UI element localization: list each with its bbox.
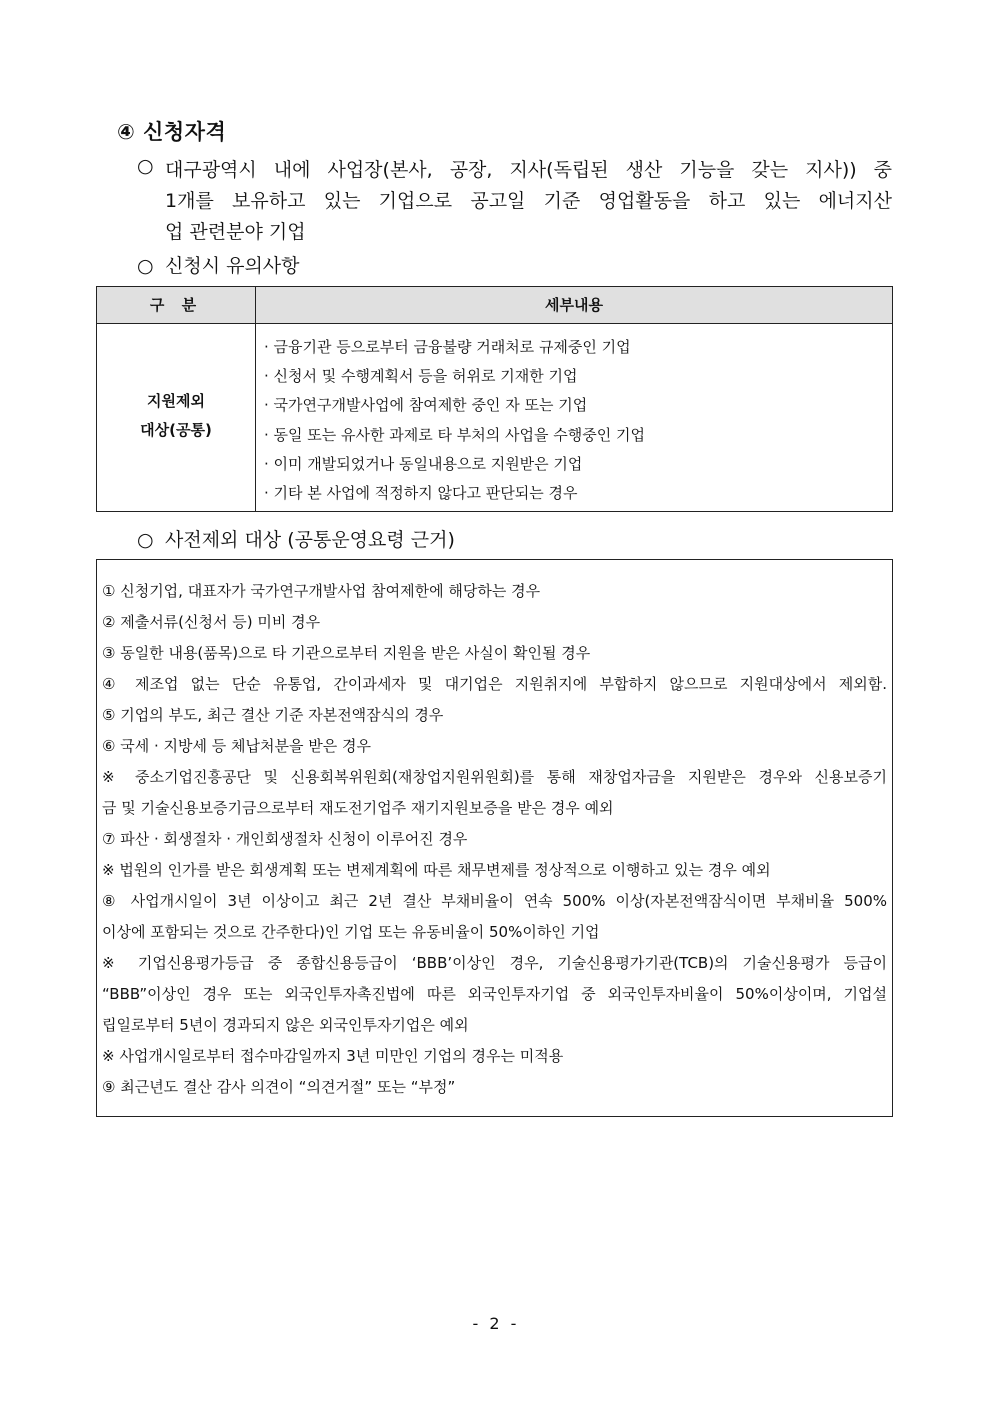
exclusion-line: 립일로부터 5년이 경과되지 않은 외국인투자기업은 예외 <box>102 1016 469 1034</box>
exclusion-line: ⑤ 기업의 부도, 최근 결산 기준 자본전액잠식의 경우 <box>102 706 444 724</box>
exclusion-line: ⑧ 사업개시일이 3년 이상이고 최근 2년 결산 부채비율이 연속 500% 이상(자본전액잠식이면 부채비율 500% <box>102 892 887 910</box>
exclusion-line: 이상에 포함되는 것으로 간주한다)인 기업 또는 유동비율이 50%이하인 기업 <box>102 923 600 941</box>
bullet-mark: ○ <box>137 155 154 177</box>
page-number: - 2 - <box>472 1314 520 1333</box>
category-line-2: 대상(공통) <box>140 421 212 439</box>
exclusion-line: ⑦ 파산 · 회생절차 · 개인회생절차 신청이 이루어진 경우 <box>102 830 468 848</box>
table-item: · 금융기관 등으로부터 금융불량 거래처로 규제중인 기업 <box>264 338 631 356</box>
category-line-1: 지원제외 <box>147 392 205 410</box>
exclusion-heading-text: 사전제외 대상 (공통운영요령 근거) <box>165 529 455 551</box>
exclusion-line: ② 제출서류(신청서 등) 미비 경우 <box>102 613 321 631</box>
notes-heading-text: 신청시 유의사항 <box>165 255 300 277</box>
exclusion-line: ※ 기업신용평가등급 중 종합신용등급이 ‘BBB’이상인 경우, 기술신용평가기관(TCB)의 기술신용평가 등급이 <box>102 954 887 972</box>
exclusion-line: ※ 중소기업진흥공단 및 신용회복위원회(재창업지원위원회)를 통해 재창업자금을 지원받은 경우와 신용보증기 <box>102 768 887 786</box>
header-details: 세부내용 <box>545 296 603 314</box>
section-title: ④ 신청자격 <box>117 120 227 144</box>
table-item: · 동일 또는 유사한 과제로 타 부처의 사업을 수행중인 기업 <box>264 426 645 444</box>
eligibility-line-1: 대구광역시 내에 사업장(본사, 공장, 지사(독립된 생산 기능을 갖는 지사)) 중 <box>165 159 892 181</box>
exclusion-line: ⑨ 최근년도 결산 감사 의견이 “의견거절” 또는 “부정” <box>102 1078 456 1096</box>
bullet-mark: ○ <box>137 255 154 277</box>
table-item: · 국가연구개발사업에 참여제한 중인 자 또는 기업 <box>264 396 588 414</box>
exclusion-line: ③ 동일한 내용(품목)으로 타 기관으로부터 지원을 받은 사실이 확인될 경우 <box>102 644 591 662</box>
table-item: · 기타 본 사업에 적정하지 않다고 판단되는 경우 <box>264 484 578 502</box>
eligibility-line-3: 업 관련분야 기업 <box>165 221 306 243</box>
exclusion-line: “BBB”이상인 경우 또는 외국인투자촉진법에 따른 외국인투자기업 중 외국인투자비율이 50%이상이며, 기업설 <box>102 985 887 1003</box>
notes-table <box>96 286 893 512</box>
exclusion-line: ① 신청기업, 대표자가 국가연구개발사업 참여제한에 해당하는 경우 <box>102 582 541 600</box>
exclusion-heading <box>137 525 455 552</box>
eligibility-bullet <box>137 155 165 177</box>
exclusion-line: 금 및 기술신용보증기금으로부터 재도전기업주 재기지원보증을 받은 경우 예외 <box>102 799 614 817</box>
bullet-mark: ○ <box>137 529 154 551</box>
exclusion-box <box>96 559 893 1117</box>
exclusion-line: ※ 사업개시일로부터 접수마감일까지 3년 미만인 기업의 경우는 미적용 <box>102 1047 564 1065</box>
category-cell <box>97 387 255 445</box>
exclusion-line: ④ 제조업 없는 단순 유통업, 간이과세자 및 대기업은 지원취지에 부합하지 않으므로 지원대상에서 제외함. <box>102 675 887 693</box>
header-category: 구 분 <box>149 296 203 314</box>
exclusion-line: ⑥ 국세 · 지방세 등 체납처분을 받은 경우 <box>102 737 371 755</box>
exclusion-line: ※ 법원의 인가를 받은 회생계획 또는 변제계획에 따른 채무변제를 정상적으로 이행하고 있는 경우 예외 <box>102 861 771 879</box>
eligibility-line-2: 1개를 보유하고 있는 기업으로 공고일 기준 영업활동을 하고 있는 에너지산 <box>165 190 892 212</box>
table-item: · 신청서 및 수행계획서 등을 허위로 기재한 기업 <box>264 367 578 385</box>
table-item: · 이미 개발되었거나 동일내용으로 지원받은 기업 <box>264 455 583 473</box>
notes-heading <box>137 251 300 278</box>
